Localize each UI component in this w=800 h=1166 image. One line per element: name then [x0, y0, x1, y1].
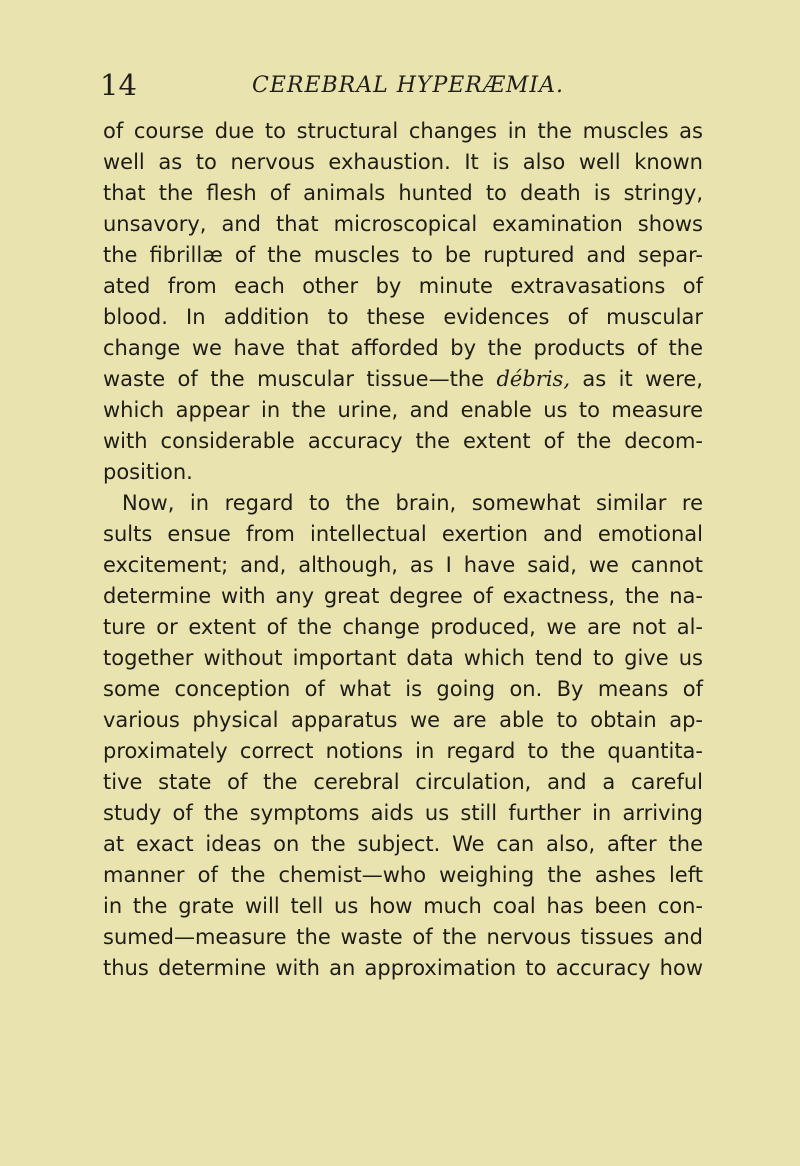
- page-number: 14: [100, 68, 137, 102]
- text-line: with considerable accuracy the extent of the decom-: [103, 429, 703, 453]
- text-segment: as it were,: [570, 367, 703, 391]
- text-line: unsavory, and that microscopical examination shows: [103, 212, 703, 236]
- text-line: ture or extent of the change produced, we are not al-: [103, 615, 703, 639]
- text-line: tive state of the cerebral circulation, and a careful: [103, 770, 703, 794]
- text-line: that the flesh of animals hunted to death is stringy,: [103, 181, 703, 205]
- text-line: well as to nervous exhaustion. It is also well known: [103, 150, 703, 174]
- text-line: Now, in regard to the brain, somewhat similar re: [122, 491, 703, 515]
- text-line: at exact ideas on the subject. We can also, after the: [103, 832, 703, 856]
- text-line: sults ensue from intellectual exertion and emotional: [103, 522, 703, 546]
- italic-term: débris,: [496, 367, 570, 391]
- text-segment: waste of the muscular tissue—the: [103, 367, 497, 391]
- text-line: study of the symptoms aids us still further in arriving: [103, 801, 703, 825]
- text-line: excitement; and, although, as I have said, we cannot: [103, 553, 703, 577]
- text-line: together without important data which tend to give us: [103, 646, 703, 670]
- text-line: of course due to structural changes in the muscles as: [103, 119, 703, 143]
- text-line: sumed—measure the waste of the nervous tissues and: [103, 925, 703, 949]
- text-line: the fibrillæ of the muscles to be ruptured and separ-: [103, 243, 703, 267]
- text-line: proximately correct notions in regard to the quantita-: [103, 739, 703, 763]
- paragraph-1: [103, 116, 703, 488]
- text-line: determine with any great degree of exactness, the na-: [103, 584, 703, 608]
- text-line: thus determine with an approximation to accuracy how: [103, 956, 703, 980]
- text-line: which appear in the urine, and enable us to measure: [103, 398, 703, 422]
- paragraph-2: [103, 488, 703, 984]
- body-text: [103, 116, 703, 984]
- text-line: [103, 364, 703, 395]
- text-line: various physical apparatus we are able to obtain ap-: [103, 708, 703, 732]
- text-line: some conception of what is going on. By means of: [103, 677, 703, 701]
- text-line: position.: [103, 460, 193, 484]
- text-line: manner of the chemist—who weighing the ashes left: [103, 863, 703, 887]
- text-line: ated from each other by minute extravasations of: [103, 274, 703, 298]
- text-line: in the grate will tell us how much coal has been con-: [103, 894, 703, 918]
- running-head: CEREBRAL HYPERÆMIA.: [252, 73, 564, 98]
- text-line: blood. In addition to these evidences of muscular: [103, 305, 703, 329]
- text-line: change we have that afforded by the products of the: [103, 336, 703, 360]
